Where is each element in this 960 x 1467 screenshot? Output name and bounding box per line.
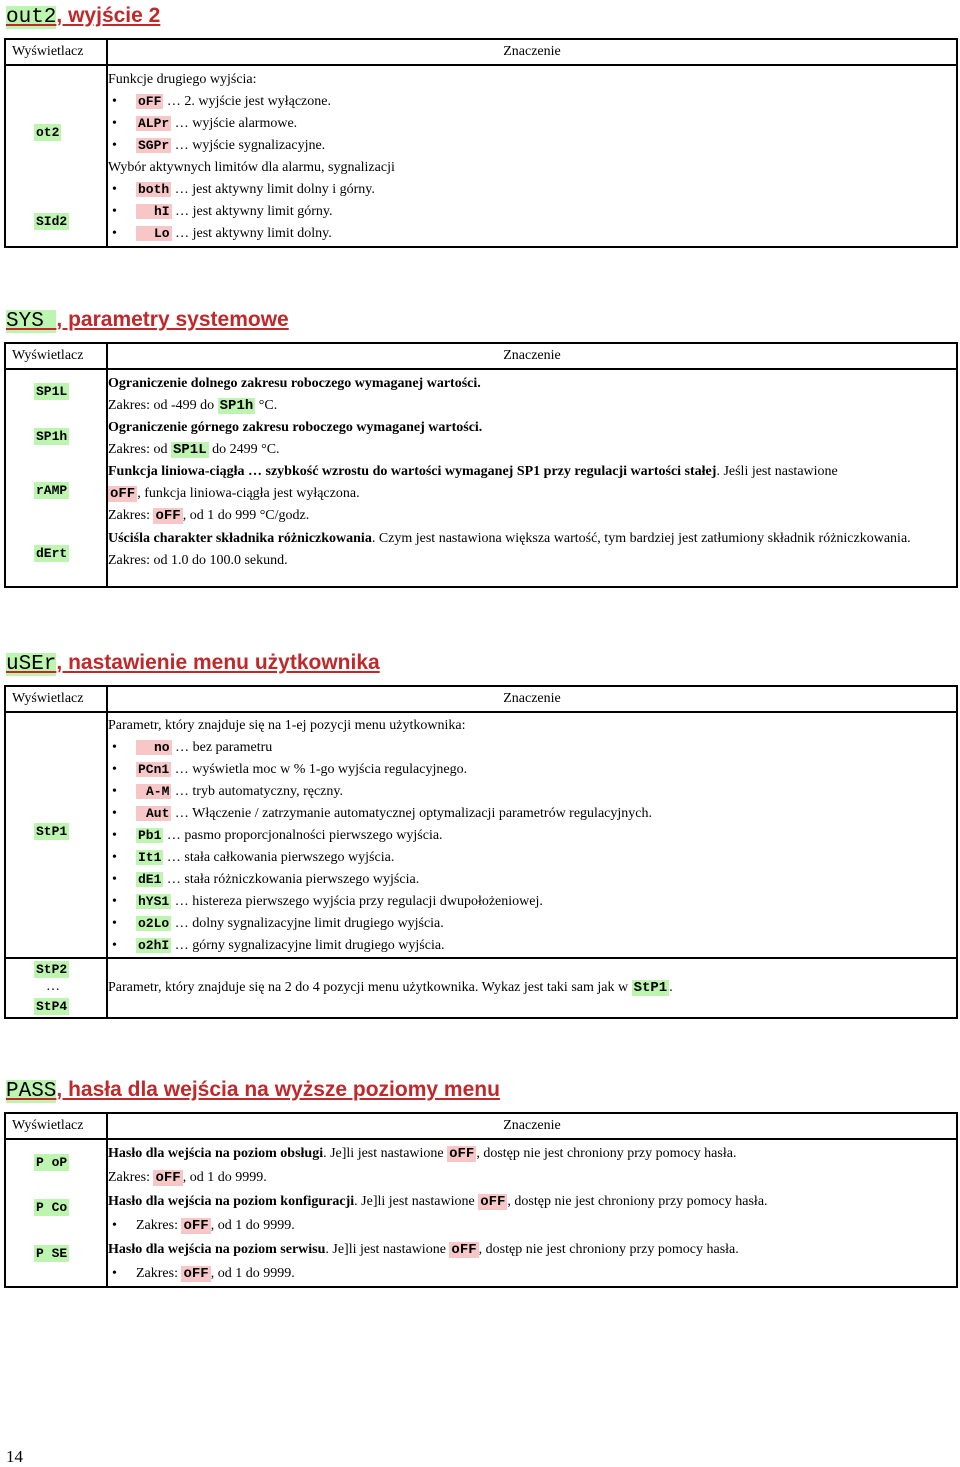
code-badge: A-M [136, 784, 171, 799]
code-badge: hYS1 [138, 894, 170, 909]
display-code: StP4 [36, 999, 68, 1014]
section-title-sys [6, 308, 289, 333]
description-text: . Je]li jest nastawione [354, 1194, 479, 1209]
option-list [108, 1214, 956, 1238]
code-badge: no [136, 740, 172, 755]
list-item [108, 135, 956, 157]
code-badge: oFF [138, 94, 162, 109]
description [108, 1142, 956, 1166]
display-code: SId2 [36, 214, 68, 229]
item-text: … Włączenie / zatrzymanie automatycznej optymalizacji parametrów regulacyjnych. [171, 806, 652, 821]
description-bold: Uściśla charakter składnika różniczkowania [108, 530, 372, 546]
range-line [108, 1166, 956, 1190]
range-text: do 2499 °C. [208, 441, 280, 457]
section-title-out2 [6, 4, 160, 29]
column-header-meaning: Znaczenie [107, 1113, 957, 1139]
list-item [108, 847, 956, 869]
description-text: , dostęp nie jest chroniony przy pomocy hasła. [476, 1146, 737, 1161]
code-badge: oFF [183, 1218, 209, 1234]
display-code: StP2 [36, 962, 68, 977]
list-item [108, 759, 956, 781]
code-badge: both [138, 182, 170, 197]
column-header-display: Wyświetlacz [5, 1113, 107, 1139]
display-codes-cell [5, 65, 107, 247]
code-badge: o2hI [138, 938, 170, 953]
description: Ograniczenie dolnego zakresu roboczego wymaganej wartości. [108, 376, 481, 391]
heading: Funkcje drugiego wyjścia: [108, 72, 257, 87]
item-text: … tryb automatyczny, ręczny. [171, 784, 343, 799]
range-text: , od 1 do 9999. [182, 1170, 267, 1185]
display-code: SP1L [36, 384, 68, 399]
code-badge: SP1L [172, 441, 207, 458]
range-line [108, 395, 956, 418]
item-text: … górny sygnalizacyjne limit drugiego wyjścia. [171, 938, 445, 953]
section-key: out2 [6, 6, 57, 29]
item-text: … 2. wyjście jest wyłączone. [163, 94, 331, 109]
meaning-cell [107, 369, 957, 587]
description-text: Parametr, który znajduje się na 2 do 4 pozycji menu użytkownika. Wykaz jest taki sam jak w [108, 980, 632, 995]
list-item [108, 113, 956, 135]
section-title-text: , nastawienie menu użytkownika [56, 651, 380, 674]
item-text: … stała różniczkowania pierwszego wyjścia. [163, 872, 420, 887]
list-item [108, 869, 956, 891]
code-badge: hI [136, 204, 172, 219]
meaning-cell [107, 958, 957, 1018]
description-text: , funkcja liniowa-ciągła jest wyłączona. [137, 485, 360, 501]
range-text: Zakres: [136, 1218, 182, 1233]
column-header-display: Wyświetlacz [5, 686, 107, 712]
description-text: . Je]li jest nastawione [325, 1242, 450, 1257]
range-line: Zakres: od 1.0 do 100.0 sekund. [108, 552, 288, 568]
range-text: , od 1 do 9999. [210, 1266, 295, 1281]
description-bold: Hasło dla wejścia na poziom obsługi [108, 1146, 324, 1161]
item-text: … jest aktywny limit dolny i górny. [171, 182, 375, 197]
code-badge: oFF [110, 485, 136, 502]
item-text: … stała całkowania pierwszego wyjścia. [163, 850, 395, 865]
section-title-text: , wyjście 2 [56, 4, 161, 27]
description-bold: Hasło dla wejścia na poziom konfiguracji [108, 1194, 355, 1209]
list-item [108, 737, 956, 759]
code-badge: oFF [155, 508, 181, 524]
description-text: , dostęp nie jest chroniony przy pomocy hasła. [507, 1194, 768, 1209]
code-badge: SP1h [219, 397, 254, 414]
list-item [108, 91, 956, 113]
section-title-text: , parametry systemowe [56, 308, 289, 331]
description: Ograniczenie górnego zakresu roboczego wymaganej wartości. [108, 420, 483, 435]
range-text: , od 1 do 9999. [210, 1218, 295, 1233]
list-item [108, 913, 956, 935]
description [108, 1238, 956, 1262]
meaning-cell [107, 1139, 957, 1287]
code-badge: dE1 [138, 872, 162, 887]
item-text: … histereza pierwszego wyjścia przy regulacji dwupołożeniowej. [171, 894, 543, 909]
code-badge: PCn1 [138, 762, 170, 777]
range-text: Zakres: od [108, 441, 171, 457]
display-code: P oP [36, 1155, 68, 1170]
user-table [4, 685, 958, 1019]
range-text: Zakres: od -499 do [108, 397, 218, 413]
description [108, 1190, 956, 1214]
option-list [108, 1262, 956, 1286]
list-item [108, 803, 956, 825]
display-code: dErt [36, 546, 68, 561]
section-key: SYS [6, 310, 57, 333]
range-line [108, 505, 956, 528]
display-code: P Co [36, 1200, 68, 1215]
list-item [108, 891, 956, 913]
display-code: rAMP [36, 483, 68, 498]
item-text: … wyjście sygnalizacyjne. [171, 138, 326, 153]
code-badge: oFF [480, 1194, 506, 1210]
section-title-text: , hasła dla wejścia na wyższe poziomy menu [56, 1078, 500, 1101]
range-text: °C. [255, 397, 278, 413]
section-title-user [6, 651, 380, 676]
item-text: … wyjście alarmowe. [171, 116, 298, 131]
list-item [108, 825, 956, 847]
description-text: . Je]li jest nastawione [323, 1146, 448, 1161]
item-text: … wyświetla moc w % 1-go wyjścia regulacyjnego. [171, 762, 468, 777]
range-text: , od 1 do 999 °C/godz. [182, 508, 310, 523]
code-badge: oFF [451, 1242, 477, 1258]
list-item [108, 223, 956, 245]
code-badge: StP1 [633, 980, 668, 996]
sys-table [4, 342, 958, 588]
range-line [108, 439, 956, 462]
code-badge: oFF [155, 1170, 181, 1186]
column-header-meaning: Znaczenie [107, 39, 957, 65]
display-code: StP1 [36, 824, 68, 839]
display-code: P SE [36, 1246, 68, 1261]
display-codes-cell [5, 712, 107, 958]
item-text: … dolny sygnalizacyjne limit drugiego wyjścia. [171, 916, 444, 931]
heading: Wybór aktywnych limitów dla alarmu, sygnalizacji [108, 160, 395, 175]
display-codes-cell [5, 369, 107, 587]
code-badge: Pb1 [138, 828, 162, 843]
display-codes-cell [5, 958, 107, 1018]
code-badge: SGPr [138, 138, 170, 153]
code-badge: oFF [449, 1146, 475, 1162]
range-text: Zakres: [136, 1266, 182, 1281]
display-code: ot2 [36, 125, 60, 140]
list-item [108, 1214, 956, 1238]
intro: Parametr, który znajduje się na 1-ej pozycji menu użytkownika: [108, 718, 466, 733]
list-item [108, 781, 956, 803]
list-item [108, 201, 956, 223]
item-text: … jest aktywny limit dolny. [171, 226, 332, 241]
meaning-cell [107, 65, 957, 247]
section-key: PASS [6, 1080, 57, 1103]
column-header-display: Wyświetlacz [5, 343, 107, 369]
description-bold: Funkcja liniowa-ciągła … szybkość wzrostu do wartości wymaganej SP1 przy regulacji wartości stałej [108, 464, 717, 479]
description-text: . [669, 980, 673, 995]
code-badge: oFF [183, 1266, 209, 1282]
section-key: uSEr [6, 653, 57, 676]
description-text: . Jeśli jest nastawione [716, 464, 838, 479]
list-item [108, 1262, 956, 1286]
code-badge: o2Lo [138, 916, 170, 931]
list-item [108, 935, 956, 957]
description [108, 483, 956, 506]
item-text: … bez parametru [171, 740, 273, 755]
display-codes-cell [5, 1139, 107, 1287]
code-badge: Lo [136, 226, 172, 241]
item-text: … pasmo proporcjonalności pierwszego wyjścia. [163, 828, 443, 843]
option-list [108, 91, 956, 157]
page-number: 14 [6, 1447, 23, 1466]
option-list [108, 179, 956, 245]
description-bold: Hasło dla wejścia na poziom serwisu [108, 1242, 326, 1257]
description [108, 528, 956, 550]
item-text: … jest aktywny limit górny. [171, 204, 333, 219]
display-code: SP1h [36, 429, 68, 444]
description-text: , dostęp nie jest chroniony przy pomocy hasła. [478, 1242, 739, 1257]
pass-table [4, 1112, 958, 1288]
column-header-meaning: Znaczenie [107, 343, 957, 369]
range-text: Zakres: [108, 1170, 154, 1185]
out2-table [4, 38, 958, 248]
column-header-display: Wyświetlacz [5, 39, 107, 65]
code-badge: It1 [138, 850, 162, 865]
option-list [108, 737, 956, 957]
code-badge: ALPr [138, 116, 170, 131]
description-text: . Czym jest nastawiona większa wartość, tym bardziej jest zatłumiony składnik różniczkowania. [371, 530, 911, 546]
section-title-pass [6, 1078, 500, 1103]
code-badge: Aut [136, 806, 171, 821]
range-text: Zakres: [108, 508, 154, 523]
list-item [108, 179, 956, 201]
description [108, 461, 956, 483]
ellipsis: … [46, 979, 60, 994]
meaning-cell [107, 712, 957, 958]
column-header-meaning: Znaczenie [107, 686, 957, 712]
